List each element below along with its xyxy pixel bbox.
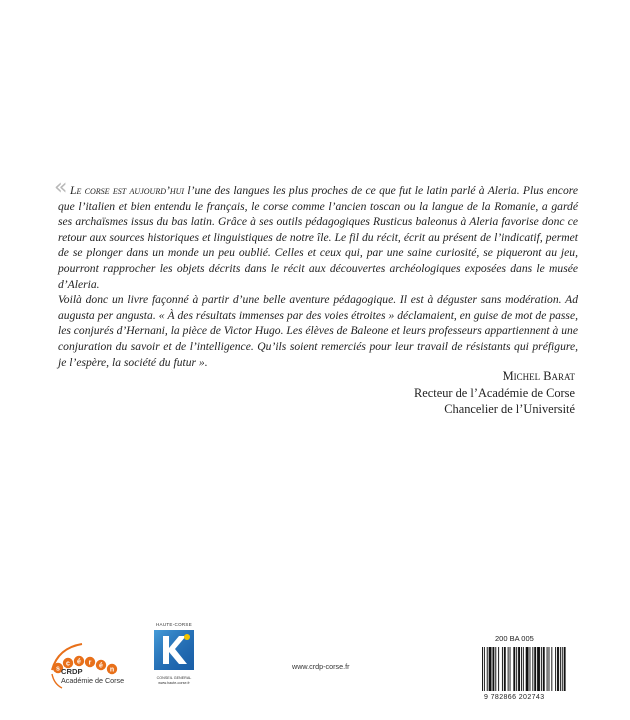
crdp-label <box>61 667 124 685</box>
hc-website: www.haute-corse.fr <box>158 680 190 685</box>
quote-paragraph-1 <box>58 183 578 292</box>
haute-corse-label: HAUTE-CORSE <box>155 622 193 627</box>
signature-block <box>414 368 575 418</box>
haute-corse-logo <box>151 622 197 682</box>
crdp-academie: Académie de Corse <box>61 676 125 685</box>
crdp-website[interactable]: www.crdp-corse.fr <box>292 662 350 671</box>
seren-letter: é <box>99 662 103 670</box>
seren-letter: é <box>77 658 81 666</box>
barcode <box>482 647 574 695</box>
quote-lead: Le corse est aujourd’hui <box>70 184 185 197</box>
seren-letter: s <box>56 665 60 673</box>
quote-paragraph-2: Voilà donc un livre façonné à partir d’une belle aventure pédagogique. Il est à déguster sans modération. Ad augusta per angusta. « À des résultats immenses par des voies étroites » déclamaient, en guise de mot de passe, les conjurés d’Hernani, la pièce de Victor Hugo. Les élèves de Baleone et leurs professeurs appartiennent à une conjuration du savoir et de l’intelligence. Qu’ils soient remerciés pour leur travail de résistants qui préfigure, je l’espère, la société du futur ». <box>58 293 578 369</box>
barcode-number: 9 782866 202743 <box>484 694 545 701</box>
signature-name: Michel Barat <box>502 369 575 383</box>
seren-letter: n <box>109 666 115 674</box>
seren-letter: c <box>66 660 70 668</box>
reference-code: 200 BA 005 <box>495 634 534 643</box>
signature-title-2: Chancelier de l’Université <box>444 402 575 417</box>
open-quote-mark: « <box>54 175 68 200</box>
seren-letter: r <box>88 659 92 667</box>
haute-corse-footer <box>151 676 197 685</box>
hc-conseil: CONSEIL GENERAL <box>156 676 192 680</box>
crdp-name: CRDP <box>61 667 83 676</box>
quote-p1-text: l’une des langues les plus proches de ce que fut le latin parlé à Aleria. Plus encore que l’italien et bien entendu le français, le corse comme l’ancien toscan ou la langue de la Romanie, a gardé ses archaïsmes issus du bas latin. Grâce à ses outils pédagogiques Rusticus baleonus à Aleria favorise donc ce retour aux sources historiques et linguistiques de notre île. Le fil du récit, écrit au présent de l’indicatif, permet de se plonger dans un monde un peu oublié. Celles et ceux qui, par une saine curiosité, se piqueront au jeu, pourront rapprocher les objets décrits dans le récit aux découvertes archéologiques exposées dans le musée d’Aleria. <box>58 184 578 291</box>
preface-quote <box>54 175 578 370</box>
signature-title-1: Recteur de l’Académie de Corse <box>413 385 575 400</box>
